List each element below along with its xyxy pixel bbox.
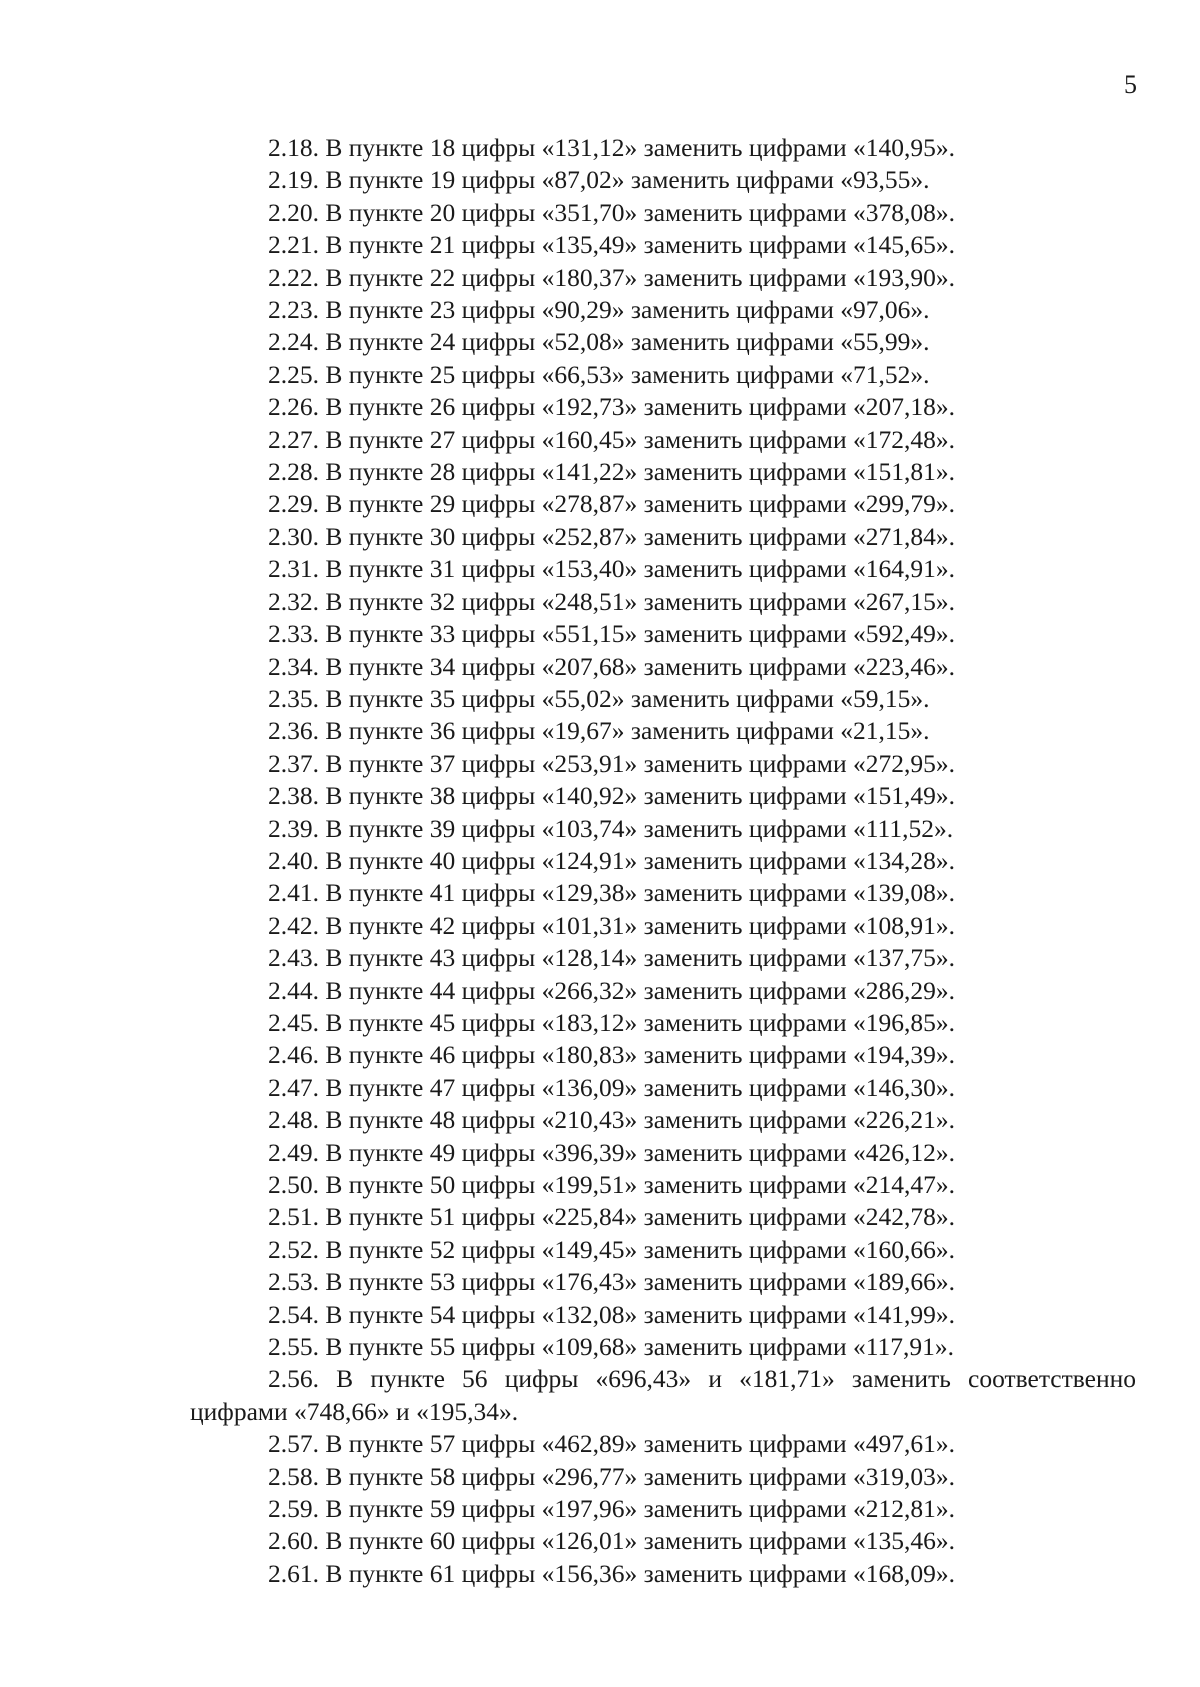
paragraph-2-31: 2.31. В пункте 31 цифры «153,40» заменить цифрами «164,91».: [268, 554, 955, 584]
paragraph-2-46: 2.46. В пункте 46 цифры «180,83» заменить цифрами «194,39».: [268, 1040, 955, 1070]
paragraph-2-57: 2.57. В пункте 57 цифры «462,89» заменить цифрами «497,61».: [268, 1429, 955, 1459]
paragraph-2-23: 2.23. В пункте 23 цифры «90,29» заменить цифрами «97,06».: [268, 295, 930, 325]
paragraph-2-32: 2.32. В пункте 32 цифры «248,51» заменить цифрами «267,15».: [268, 586, 955, 616]
paragraph-2-56: 2.56. В пункте 56 цифры «696,43» и «181,71» заменить соответственно цифрами «748,66» и «195,34».: [190, 1364, 1136, 1426]
document-body: [190, 132, 1136, 1590]
paragraph-2-43: 2.43. В пункте 43 цифры «128,14» заменить цифрами «137,75».: [268, 943, 955, 973]
paragraph-2-20: 2.20. В пункте 20 цифры «351,70» заменить цифрами «378,08».: [268, 197, 955, 227]
paragraph-2-25: 2.25. В пункте 25 цифры «66,53» заменить цифрами «71,52».: [268, 359, 930, 389]
paragraph-2-51: 2.51. В пункте 51 цифры «225,84» заменить цифрами «242,78».: [268, 1202, 955, 1232]
paragraph-2-35: 2.35. В пункте 35 цифры «55,02» заменить цифрами «59,15».: [268, 683, 930, 713]
paragraph-2-44: 2.44. В пункте 44 цифры «266,32» заменить цифрами «286,29».: [268, 975, 955, 1005]
paragraph-2-50: 2.50. В пункте 50 цифры «199,51» заменить цифрами «214,47».: [268, 1170, 955, 1199]
paragraph-2-19: 2.19. В пункте 19 цифры «87,02» заменить цифрами «93,55».: [268, 165, 930, 195]
page-number: 5: [1124, 70, 1137, 99]
paragraph-2-34: 2.34. В пункте 34 цифры «207,68» заменить цифрами «223,46».: [268, 651, 955, 681]
paragraph-2-21: 2.21. В пункте 21 цифры «135,49» заменить цифрами «145,65».: [268, 230, 955, 260]
paragraph-2-26: 2.26. В пункте 26 цифры «192,73» заменить цифрами «207,18».: [268, 392, 955, 422]
paragraph-2-60: 2.60. В пункте 60 цифры «126,01» заменить цифрами «135,46».: [268, 1526, 955, 1556]
paragraph-2-30: 2.30. В пункте 30 цифры «252,87» заменить цифрами «271,84».: [268, 521, 955, 551]
paragraph-2-49: 2.49. В пункте 49 цифры «396,39» заменить цифрами «426,12».: [268, 1137, 955, 1167]
paragraph-2-24: 2.24. В пункте 24 цифры «52,08» заменить цифрами «55,99».: [268, 327, 930, 357]
paragraph-2-45: 2.45. В пункте 45 цифры «183,12» заменить цифрами «196,85».: [268, 1007, 955, 1037]
paragraph-2-42: 2.42. В пункте 42 цифры «101,31» заменить цифрами «108,91».: [268, 910, 955, 940]
paragraph-2-48: 2.48. В пункте 48 цифры «210,43» заменить цифрами «226,21».: [268, 1105, 955, 1135]
paragraph-2-54: 2.54. В пункте 54 цифры «132,08» заменить цифрами «141,99».: [268, 1299, 955, 1329]
paragraph-2-55: 2.55. В пункте 55 цифры «109,68» заменить цифрами «117,91».: [268, 1332, 955, 1362]
paragraph-2-38: 2.38. В пункте 38 цифры «140,92» заменить цифрами «151,49».: [268, 781, 955, 811]
paragraph-2-52: 2.52. В пункте 52 цифры «149,45» заменить цифрами «160,66».: [268, 1234, 955, 1264]
paragraph-2-58: 2.58. В пункте 58 цифры «296,77» заменить цифрами «319,03».: [268, 1461, 955, 1491]
paragraph-2-37: 2.37. В пункте 37 цифры «253,91» заменить цифрами «272,95».: [268, 748, 955, 778]
paragraph-2-29: 2.29. В пункте 29 цифры «278,87» заменить цифрами «299,79».: [268, 489, 955, 519]
paragraph-2-47: 2.47. В пункте 47 цифры «136,09» заменить цифрами «146,30».: [268, 1072, 955, 1102]
paragraph-2-53: 2.53. В пункте 53 цифры «176,43» заменить цифрами «189,66».: [268, 1267, 955, 1297]
paragraph-2-22: 2.22. В пункте 22 цифры «180,37» заменить цифрами «193,90».: [268, 262, 955, 292]
paragraph-2-28: 2.28. В пункте 28 цифры «141,22» заменить цифрами «151,81».: [268, 457, 955, 487]
paragraph-2-36: 2.36. В пункте 36 цифры «19,67» заменить цифрами «21,15».: [268, 716, 930, 746]
paragraph-2-27: 2.27. В пункте 27 цифры «160,45» заменить цифрами «172,48».: [268, 424, 955, 454]
paragraph-2-41: 2.41. В пункте 41 цифры «129,38» заменить цифрами «139,08».: [268, 878, 955, 908]
paragraph-2-40: 2.40. В пункте 40 цифры «124,91» заменить цифрами «134,28».: [268, 845, 955, 875]
paragraph-2-33: 2.33. В пункте 33 цифры «551,15» заменить цифрами «592,49».: [268, 619, 955, 649]
paragraph-2-39: 2.39. В пункте 39 цифры «103,74» заменить цифрами «111,52».: [268, 813, 954, 843]
paragraph-2-61: 2.61. В пункте 61 цифры «156,36» заменить цифрами «168,09».: [268, 1558, 955, 1588]
paragraph-2-59: 2.59. В пункте 59 цифры «197,96» заменить цифрами «212,81».: [268, 1494, 955, 1524]
paragraph-2-18: 2.18. В пункте 18 цифры «131,12» заменить цифрами «140,95».: [268, 133, 955, 162]
